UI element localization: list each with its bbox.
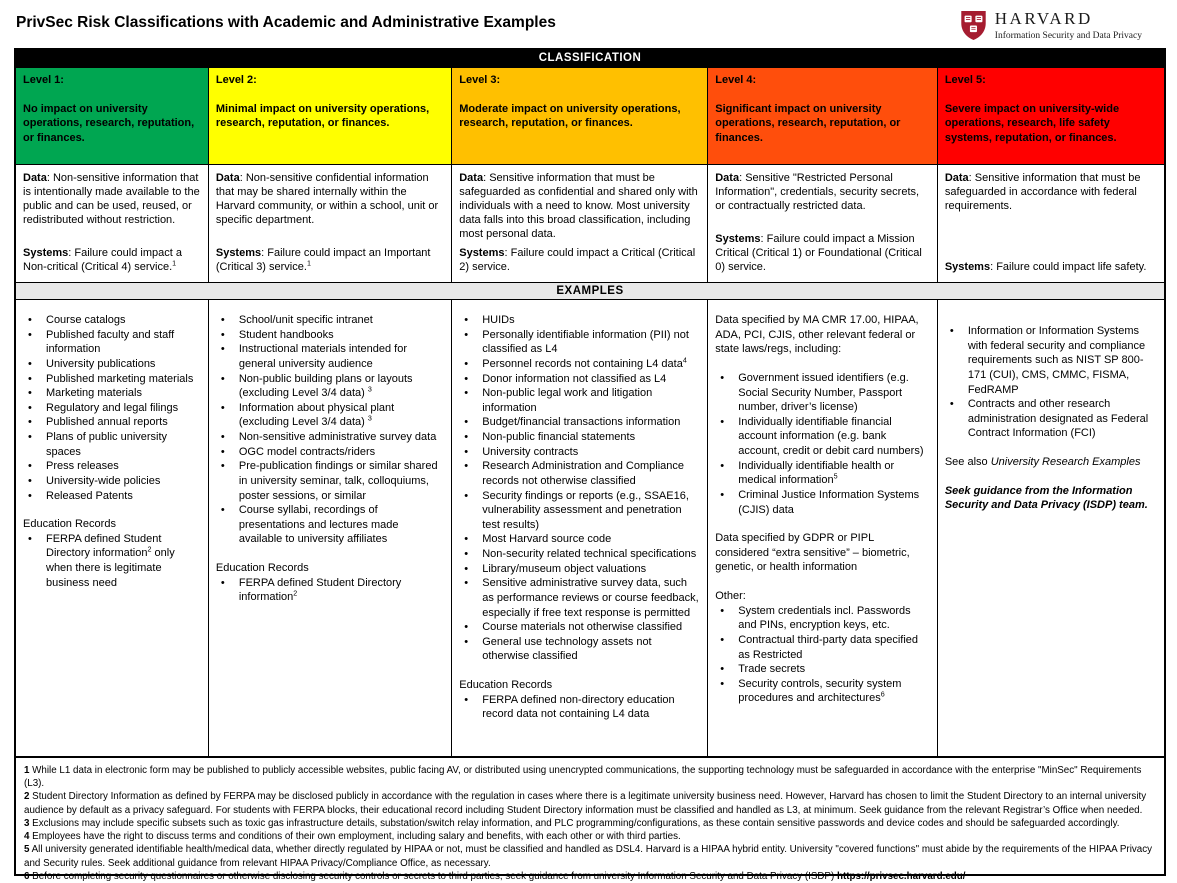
example-text: See also University Research Examples (944, 456, 1141, 468)
example-item: • Non-public financial statements (459, 430, 700, 445)
example-text: Data specified by GDPR or PIPL considered “extra sensitive” – biometric, genetic, or health information (715, 532, 910, 574)
example-item: • FERPA defined non-directory education record data not containing L4 data (459, 693, 700, 722)
example-bullet-list (216, 313, 444, 547)
level-5-impact: Severe impact on university-wide operations, research, life safety systems, reputation, or finances. (944, 103, 1120, 144)
example-item: • University contracts (459, 445, 700, 460)
data-description: Data: Non-sensitive information that is intentionally made available to the public and can be used, reused, or redistributed without restriction. (23, 172, 200, 227)
example-item: • Contracts and other research administration designated as Federal Contract Information (FCI) (945, 397, 1157, 441)
level-1-label: Level 1: (23, 74, 64, 86)
example-item: • Published marketing materials (23, 372, 201, 387)
level-3-description (452, 165, 708, 282)
example-bullet-list (23, 313, 201, 503)
systems-description: Systems: Failure could impact a Non-critical (Critical 4) service.$^1$ (23, 246, 182, 273)
example-item: • Marketing materials (23, 386, 201, 401)
systems-description: Systems: Failure could impact a Mission Critical (Critical 1) or Foundational (Critical 0) service. (715, 232, 922, 273)
level-4-examples (708, 300, 938, 756)
example-text: Seek guidance from the Information Security and Data Privacy (ISDP) team. (944, 484, 1148, 512)
example-item: • Course catalogs (23, 313, 201, 328)
examples-row (16, 300, 1164, 756)
example-item: • Most Harvard source code (459, 532, 700, 547)
data-description: Data: Non-sensitive confidential information that may be shared internally within the Harvard community, or within a school, unit or specific department. (215, 172, 439, 227)
systems-description: Systems: Failure could impact a Critical (Critical 2) service. (459, 246, 696, 273)
example-item: • Course syllabi, recordings of presentations and lectures made available to university affiliates (216, 503, 444, 547)
example-item: • Plans of public university spaces (23, 430, 201, 459)
example-item: • Security findings or reports (e.g., SSAE16, vulnerability assessment and penetration test results) (459, 489, 700, 533)
logo-text (995, 10, 1142, 41)
footnote-4: 4 Employees have the right to discuss terms and conditions of their own employment, including salary and benefits, with each other or with third parties. (24, 831, 681, 843)
example-item: • Instructional materials intended for general university audience (216, 342, 444, 371)
footnote-5: 5 All university generated identifiable health/medical data, whether directly regulated by HIPAA or not, must be classified and handled as DSL4. Harvard is a HIPAA hybrid entity. University "covered functions" must abide by the requirements of the HIPAA Privacy and Security rules. Seek additional guidance from relevant HIPAA Privacy/Compliance Office, as necessary. (24, 844, 1153, 869)
example-item: • Press releases (23, 459, 201, 474)
footnote-3: 3 Exclusions may include specific subsets such as toxic gas infrastructure details, substation/switch relay information, and PLC programming/configurations, as these contain sensitive passwords and device codes and should be safeguarded accordingly. (24, 817, 1120, 829)
systems-description: Systems: Failure could impact an Important (Critical 3) service.$^1$ (215, 246, 431, 273)
example-item: • Trade secrets (715, 662, 930, 677)
level-4-label: Level 4: (715, 74, 757, 86)
example-item: • Regulatory and legal filings (23, 401, 201, 416)
example-bullet-list (459, 693, 700, 722)
level-1-examples (16, 300, 209, 756)
example-item: • University-wide policies (23, 474, 201, 489)
example-item: • University publications (23, 357, 201, 372)
example-text: Education Records (215, 562, 309, 574)
example-item: • Government issued identifiers (e.g. Social Security Number, Passport number, driver’s license) (715, 371, 930, 415)
level-5-label: Level 5: (944, 74, 986, 86)
example-item: • Security controls, security system procedures and architectures$^6$ (715, 677, 930, 706)
example-item: • Information or Information Systems with federal security and compliance requirements such as NIST SP 800-171 (CUI), CMS, CMMC, FISMA, FedRAMP (945, 324, 1157, 397)
level-2-label: Level 2: (215, 74, 257, 86)
level-header-row (16, 68, 1164, 164)
example-bullet-list (23, 532, 201, 591)
example-item: • Research Administration and Compliance records not otherwise classified (459, 459, 700, 488)
logo-subtitle: Information Security and Data Privacy (994, 30, 1142, 41)
example-item: • General use technology assets not otherwise classified (459, 635, 700, 664)
example-item: • OGC model contracts/riders (216, 445, 444, 460)
level-3-examples (452, 300, 708, 756)
example-item: • Non-public building plans or layouts (excluding Level 3/4 data) $^3$ (216, 372, 444, 401)
privsec-url-link[interactable]: https://privsec.harvard.edu/ (836, 870, 966, 882)
example-item: • FERPA defined Student Directory information$^2$ (216, 576, 444, 605)
example-text: Data specified by MA CMR 17.00, HIPAA, ADA, PCI, CJIS, other relevant federal or state laws/regs, including: (715, 314, 919, 356)
data-description: Data: Sensitive "Restricted Personal Information", credentials, security secrets, or contractually restricted data. (715, 172, 920, 213)
page-title: PrivSec Risk Classifications with Academic and Administrative Examples (16, 14, 556, 31)
example-item: • System credentials incl. Passwords and PINs, encryption keys, etc. (715, 604, 930, 633)
example-item: • Personally identifiable information (PII) not classified as L4 (459, 328, 700, 357)
logo-wordmark: HARVARD (994, 9, 1093, 28)
systems-description: Systems: Failure could impact life safety. (944, 260, 1147, 273)
example-item: • Released Patents (23, 489, 201, 504)
example-text: Other: (715, 590, 746, 602)
level-1-header (16, 68, 209, 164)
footnotes (16, 756, 1164, 882)
example-text: Education Records (23, 518, 116, 531)
footnote-2: 2 Student Directory Information as defined by FERPA may be disclosed publicly in accordance with the regulation in cases where there is a legitimate university business need. However, Harvard has chosen to limit the Student Directory to an internal university audience by default as a privacy safeguard. For students with FERPA blocks, their educational record including Student Directory information must be classified and handled as L3, at minimum. Seek guidance from the relevant Registrar’s Office when needed. (24, 791, 1147, 816)
example-item: • Budget/financial transactions information (459, 415, 700, 430)
data-description: Data: Sensitive information that must be safeguarded in accordance with federal requirements. (944, 172, 1141, 213)
classification-table (14, 48, 1166, 882)
harvard-logo (960, 8, 1166, 46)
level-3-label: Level 3: (459, 74, 501, 86)
example-item: • Non-sensitive administrative survey data (216, 430, 444, 445)
examples-band: EXAMPLES (16, 282, 1164, 300)
example-item: • Sensitive administrative survey data, such as performance reviews or course feedback, especially if free text response is permitted (459, 576, 700, 620)
example-item: • Contractual third-party data specified as Restricted (715, 633, 930, 662)
level-desc-row (16, 164, 1164, 282)
level-3-impact: Moderate impact on university operations, research, reputation, or finances. (459, 103, 681, 130)
example-item: • School/unit specific intranet (216, 313, 444, 328)
footnote-1: 1 While L1 data in electronic form may be published to publicly accessible websites, public facing AV, or distributed using unencrypted communications, the supporting technology must be safeguarded in accordance with the enterprise "MinSec" Requirements (L3). (24, 765, 1142, 790)
example-bullet-list (216, 576, 444, 605)
example-item: • FERPA defined Student Directory information$^2$ only when there is legitimate business need (23, 532, 201, 591)
example-item: • Non-security related technical specifications (459, 547, 700, 562)
example-item: • Individually identifiable financial account information (e.g. bank account, credit or debit card numbers) (715, 415, 930, 459)
example-item: • Personnel records not containing L4 data$^4$ (459, 357, 700, 372)
example-bullet-list (459, 313, 700, 664)
example-item: • Criminal Justice Information Systems (CJIS) data (715, 488, 930, 517)
title-bar (14, 8, 1166, 48)
example-item: • Individually identifiable health or medical information$^5$ (715, 459, 930, 488)
level-2-examples (209, 300, 452, 756)
example-item: • Non-public legal work and litigation information (459, 386, 700, 415)
data-description: Data: Sensitive information that must be safeguarded as confidential and shared only with individuals with a need to know. Most university data falls into this broad classification, including most personal data. (459, 172, 698, 241)
level-2-description (209, 165, 452, 282)
level-5-examples (938, 300, 1164, 756)
example-bullet-list (715, 371, 930, 517)
level-4-impact: Significant impact on university operations, research, reputation, or finances. (715, 103, 901, 144)
level-1-description (16, 165, 209, 282)
example-bullet-list (715, 604, 930, 706)
example-item: • HUIDs (459, 313, 700, 328)
level-4-description (708, 165, 938, 282)
example-item: • Published annual reports (23, 415, 201, 430)
level-5-description (938, 165, 1164, 282)
level-2-impact: Minimal impact on university operations, research, reputation, or finances. (215, 103, 430, 130)
classification-band: CLASSIFICATION (16, 50, 1164, 68)
example-item: • Published faculty and staff information (23, 328, 201, 357)
example-item: • Course materials not otherwise classified (459, 620, 700, 635)
level-4-header (708, 68, 938, 164)
example-item: • Donor information not classified as L4 (459, 372, 700, 387)
example-text: Education Records (459, 679, 553, 691)
example-item: • Information about physical plant (excluding Level 3/4 data) $^3$ (216, 401, 444, 430)
example-item: • Pre-publication findings or similar shared in university seminar, talk, colloquiums, poster sessions, or similar (216, 459, 444, 503)
level-5-header (938, 68, 1164, 164)
example-item: • Student handbooks (216, 328, 444, 343)
level-2-header (209, 68, 452, 164)
example-bullet-list (945, 324, 1157, 441)
footnote-6: 6 Before completing security questionnaires or otherwise disclosing security controls or secrets to third parties, seek guidance from university Information Security and Data Privacy (ISDP) https://privsec.harvard.edu/ (24, 870, 966, 882)
harvard-shield-icon (960, 10, 987, 46)
level-3-header (452, 68, 708, 164)
example-item: • Library/museum object valuations (459, 562, 700, 577)
level-1-impact: No impact on university operations, research, reputation, or finances. (23, 103, 195, 144)
